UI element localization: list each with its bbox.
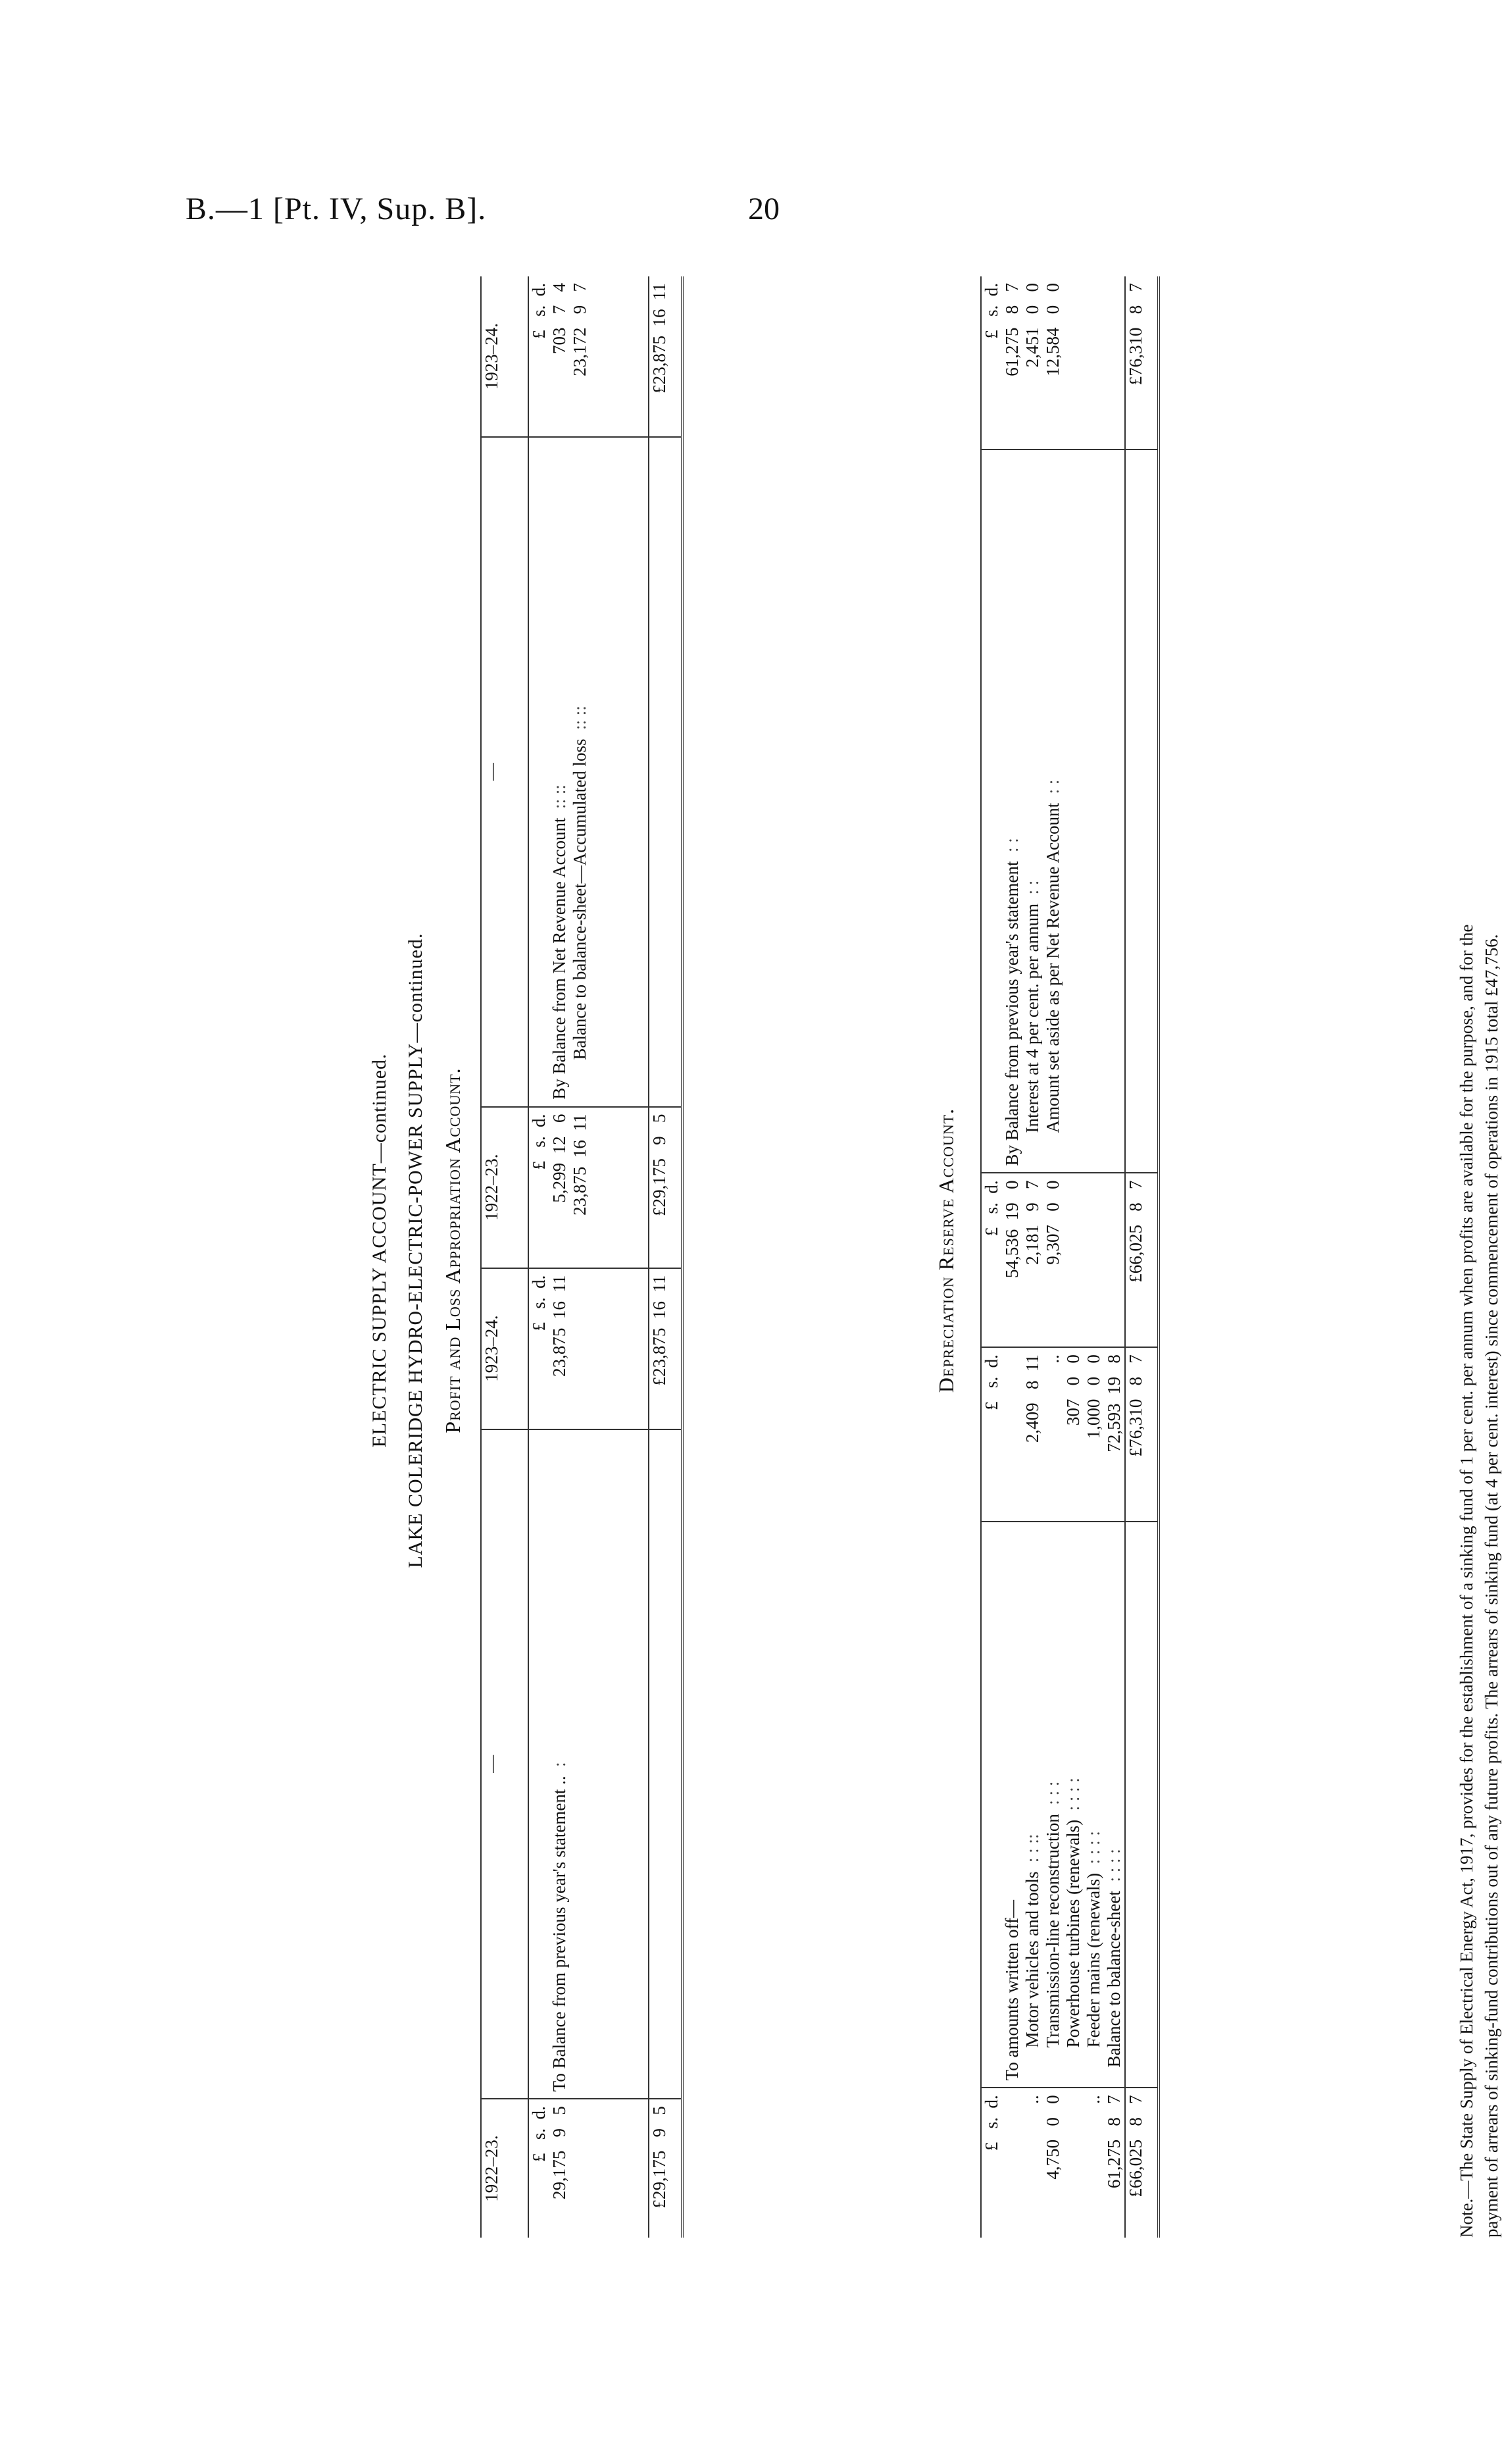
unit-label: £ s. d. <box>529 2106 549 2162</box>
depr-debit-1922-value: 61,275 8 7 <box>1104 2095 1124 2189</box>
document-reference: B.—1 [Pt. IV, Sup. B]. <box>186 192 487 226</box>
depr-debit-1922-value: .. <box>1022 2095 1042 2104</box>
depr-total-row <box>1125 276 1159 2238</box>
pl-credit-label: By Balance from Net Revenue Account <box>549 817 569 1100</box>
depr-debit-total-1922: £66,025 8 7 <box>1125 2088 1159 2238</box>
pl-col-1922-debit: 1922–23. <box>481 2099 528 2238</box>
pl-col-particulars-debit: — <box>481 1429 528 2099</box>
depr-credit-1923-value: 12,584 0 0 <box>1043 276 1063 449</box>
pl-col-1923-credit: 1923–24. <box>481 276 528 437</box>
account-subtitle: LAKE COLERIDGE HYDRO-ELECTRIC-POWER SUPPLY—continued. <box>405 933 426 1568</box>
depr-debit-label: Powerhouse turbines (renewals) <box>1063 1819 1083 2048</box>
pl-title: Profit and Loss Appropriation Account. <box>441 1067 464 1433</box>
depr-debit-label: Balance to balance-sheet <box>1104 1890 1124 2068</box>
depr-debit-1922-value <box>1063 2088 1084 2238</box>
unit-label: £ s. d. <box>528 1107 549 1268</box>
unit-label: £ s. d. <box>981 1347 1002 1522</box>
leader-dots: : : <box>1022 880 1042 895</box>
depr-title: Depreciation Reserve Account. <box>934 1108 958 1393</box>
depr-debit-label: To amounts written off— <box>1002 1522 1022 2088</box>
table-row <box>549 276 570 2238</box>
pl-debit-1923-value: 23,875 16 11 <box>549 1268 570 1429</box>
depr-debit-1923-value: 307 0 0 <box>1063 1347 1084 1522</box>
footnote-line-1: Note.—The State Supply of Electrical Energy Act, 1917, provides for the establishment of a sinking fund of 1 per cent. per annum when profits are available for the purpose, and for the <box>1457 924 1476 2238</box>
pl-table <box>480 276 684 2238</box>
pl-credit-1922-value: 5,299 12 6 <box>549 1107 570 1268</box>
leader-dots: : : : : <box>1084 1831 1103 1864</box>
depr-table <box>980 276 1160 2238</box>
table-row <box>1084 276 1104 2238</box>
depr-credit-1922-value: 2,181 9 7 <box>1022 1173 1043 1348</box>
depr-credit-label: Amount set aside as per Net Revenue Account <box>1043 802 1063 1133</box>
unit-label: £ s. d. <box>528 1268 549 1429</box>
unit-label: £ s. d. <box>528 276 549 437</box>
pl-debit-total-1923: £23,875 16 11 <box>649 1268 682 1429</box>
table-row <box>1104 276 1125 2238</box>
leader-dots: :: :: <box>570 706 589 730</box>
depr-credit-1923-value: 61,275 8 7 <box>1002 276 1022 449</box>
footnote-line-2: payment of arrears of sinking-fund contributions out of any future profits. The arrears of sinking fund (at 4 per cent. interest) since commencement of operations in 1915 total £47,756. <box>1482 934 1501 2238</box>
depr-credit-total-1922: £66,025 8 7 <box>1125 1173 1159 1348</box>
pl-col-1923-debit: 1923–24. <box>481 1268 528 1429</box>
depr-debit-1923-value: .. <box>1043 1347 1063 1522</box>
pl-col-1922-credit: 1922–23. <box>481 1107 528 1268</box>
depr-debit-total-1923: £76,310 8 7 <box>1125 1347 1159 1522</box>
pl-total-row <box>649 276 682 2238</box>
leader-dots: : : : : <box>1063 1778 1083 1811</box>
depr-debit-label: Feeder mains (renewals) <box>1084 1872 1103 2048</box>
pl-col-particulars-credit: — <box>481 437 528 1107</box>
depr-credit-1922-value: 54,536 19 0 <box>1002 1173 1022 1348</box>
pl-credit-1923-value: 23,172 9 7 <box>570 276 649 437</box>
depr-debit-1923-value: 1,000 0 0 <box>1084 1347 1104 1522</box>
page-header <box>186 191 857 244</box>
page-number: 20 <box>748 192 780 226</box>
leader-dots: : : <box>1043 779 1063 794</box>
footnote <box>1454 276 1504 2238</box>
depr-debit-1923-value: 2,409 8 11 <box>1022 1347 1043 1522</box>
pl-header-row <box>481 276 528 2238</box>
pl-debit-1922-value: 29,175 9 5 <box>549 2106 569 2199</box>
depr-debit-1923-value: 72,593 19 8 <box>1104 1347 1125 1522</box>
table-row <box>1043 276 1063 2238</box>
leader-dots: : <box>549 1762 569 1767</box>
unit-label: £ s. d. <box>981 276 1002 449</box>
leader-dots: : : : <box>1043 1781 1063 1805</box>
depr-unit-row <box>981 276 1002 2238</box>
pl-credit-total-1923: £23,875 16 11 <box>649 276 682 437</box>
table-row <box>570 276 649 2238</box>
pl-debit-total-1922: £29,175 9 5 <box>649 2099 682 2238</box>
unit-label: £ s. d. <box>982 2095 1001 2151</box>
pl-credit-1922-value: 23,875 16 11 <box>570 1107 649 1268</box>
account-title: ELECTRIC SUPPLY ACCOUNT—continued. <box>368 1053 390 1448</box>
depr-credit-total-1923: £76,310 8 7 <box>1125 276 1159 449</box>
pl-credit-1923-value: 703 7 4 <box>549 276 570 437</box>
rotated-page-content <box>368 263 1501 2238</box>
depr-debit-label: Transmission-line reconstruction <box>1043 1814 1063 2048</box>
pl-credit-label: Balance to balance-sheet—Accumulated loss <box>570 738 589 1060</box>
depr-debit-1922-value: 4,750 0 0 <box>1043 2095 1063 2180</box>
depr-credit-1923-value: 2,451 0 0 <box>1022 276 1043 449</box>
table-row <box>1002 276 1022 2238</box>
depr-debit-1922-value: .. <box>1084 2095 1103 2104</box>
leader-dots: :: :: <box>549 784 569 809</box>
leader-dots: : : : : <box>1104 1849 1124 1882</box>
leader-dots: : : <box>1002 838 1022 853</box>
table-row <box>1022 276 1043 2238</box>
depr-debit-label: Motor vehicles and tools <box>1022 1871 1042 2048</box>
pl-credit-total-1922: £29,175 9 5 <box>649 1107 682 1268</box>
depr-credit-label: Interest at 4 per cent. per annum <box>1022 903 1042 1133</box>
pl-unit-row <box>528 276 549 2238</box>
depr-credit-label: By Balance from previous year's statement <box>1002 861 1022 1166</box>
unit-label: £ s. d. <box>981 1173 1002 1348</box>
table-row <box>1063 276 1084 2238</box>
pl-debit-label: To Balance from previous year's statement .. <box>549 1776 569 2092</box>
leader-dots: : : :: <box>1022 1834 1042 1863</box>
depr-credit-1922-value: 9,307 0 0 <box>1043 1173 1063 1348</box>
